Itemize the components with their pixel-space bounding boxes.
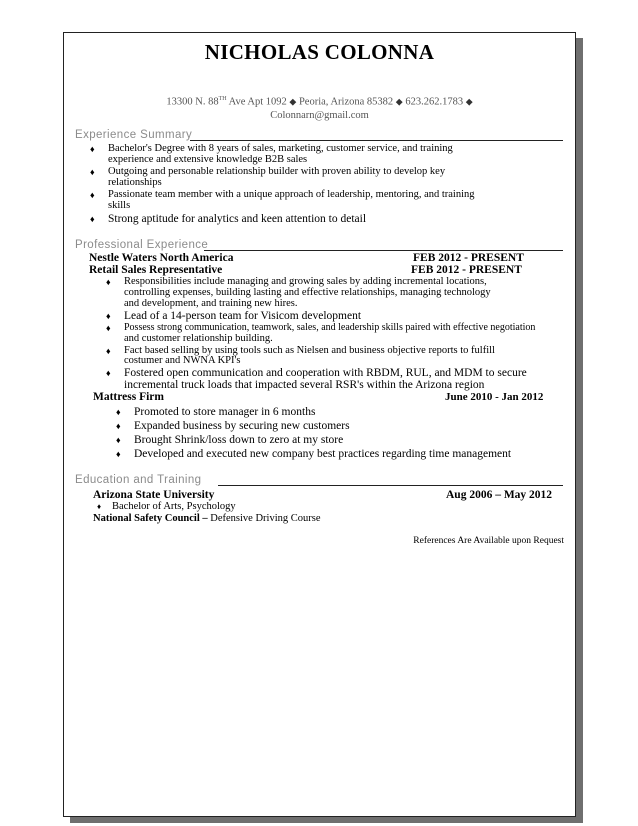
role-line: and customer relationship building. bbox=[124, 333, 273, 344]
role-line: Lead of a 14-person team for Visicom development bbox=[124, 310, 362, 322]
company-dates: FEB 2012 - PRESENT bbox=[413, 252, 524, 264]
bullet-diamond-icon: ♦ bbox=[106, 368, 111, 378]
address-suffix: TH bbox=[218, 96, 227, 102]
address-rest: Ave Apt 1092 bbox=[228, 96, 287, 108]
summary-item-continued: skills bbox=[108, 200, 131, 211]
summary-item-continued: experience and extensive knowledge B2B sales bbox=[108, 154, 308, 165]
training-line bbox=[93, 513, 321, 524]
summary-item: Strong aptitude for analytics and keen attention to detail bbox=[108, 213, 367, 225]
role-line: and development, and training new hires. bbox=[124, 298, 298, 309]
company-name: Mattress Firm bbox=[93, 391, 164, 403]
city: Peoria, Arizona 85382 bbox=[298, 96, 394, 108]
school-name: Arizona State University bbox=[93, 489, 215, 501]
bullet-diamond-icon: ♦ bbox=[116, 435, 121, 445]
bullet-diamond-icon: ♦ bbox=[90, 190, 95, 200]
bullet-diamond-icon: ♦ bbox=[106, 277, 111, 287]
mattress-item: Promoted to store manager in 6 months bbox=[134, 406, 316, 418]
bullet-diamond-icon: ♦ bbox=[106, 346, 111, 356]
summary-item-continued: relationships bbox=[108, 177, 162, 188]
phone: 623.262.1783 bbox=[405, 96, 464, 108]
role-line: Fact based selling by using tools such as Nielsen and business objective reports to fulfill bbox=[124, 345, 495, 356]
company-name: Nestle Waters North America bbox=[89, 252, 234, 264]
bullet-diamond-icon: ♦ bbox=[106, 311, 111, 321]
role-line: costumer and NWNA KPI's bbox=[124, 355, 241, 366]
references-note: References Are Available upon Request bbox=[413, 536, 564, 546]
contact-line bbox=[64, 96, 575, 108]
separator-diamond-icon: ◆ bbox=[289, 96, 297, 107]
bullet-diamond-icon: ♦ bbox=[116, 407, 121, 417]
bullet-diamond-icon: ♦ bbox=[116, 421, 121, 431]
address-number: 13300 N. 88 bbox=[166, 96, 219, 108]
role-line: controlling expenses, building lasting and effective relationships, managing technology bbox=[124, 287, 491, 298]
bullet-diamond-icon: ♦ bbox=[106, 323, 111, 333]
bullet-diamond-icon: ♦ bbox=[90, 214, 95, 224]
role-line: Responsibilities include managing and growing sales by adding incremental locations, bbox=[124, 276, 487, 287]
degree: Bachelor of Arts, Psychology bbox=[112, 501, 236, 512]
summary-item: Outgoing and personable relationship builder with proven ability to develop key bbox=[108, 166, 446, 177]
mattress-item: Developed and executed new company best practices regarding time management bbox=[134, 448, 512, 460]
section-rule bbox=[190, 140, 563, 141]
bullet-diamond-icon: ♦ bbox=[116, 449, 121, 459]
bullet-diamond-icon: ♦ bbox=[90, 144, 95, 154]
bullet-diamond-icon: ♦ bbox=[90, 167, 95, 177]
role-line: Fostered open communication and cooperation with RBDM, RUL, and MDM to secure bbox=[124, 367, 527, 379]
council-name: National Safety Council – bbox=[93, 513, 208, 524]
separator-diamond-icon: ◆ bbox=[395, 96, 403, 107]
section-rule bbox=[218, 485, 563, 486]
role-title: Retail Sales Representative bbox=[89, 264, 223, 276]
email: Colonnarn@gmail.com bbox=[270, 110, 369, 121]
summary-item: Passionate team member with a unique approach of leadership, mentoring, and training bbox=[108, 189, 475, 200]
role-line: incremental truck loads that impacted several RSR's within the Arizona region bbox=[124, 379, 485, 391]
school-dates: Aug 2006 – May 2012 bbox=[446, 489, 553, 501]
section-title-education: Education and Training bbox=[75, 474, 202, 486]
mattress-item: Expanded business by securing new customers bbox=[134, 420, 350, 432]
role-dates: FEB 2012 - PRESENT bbox=[411, 264, 522, 276]
mattress-item: Brought Shrink/loss down to zero at my store bbox=[134, 434, 344, 446]
separator-diamond-icon: ◆ bbox=[465, 96, 473, 107]
section-rule bbox=[204, 250, 563, 251]
candidate-name: NICHOLAS COLONNA bbox=[204, 40, 435, 64]
course-name: Defensive Driving Course bbox=[210, 513, 321, 524]
section-title-professional-experience: Professional Experience bbox=[75, 239, 209, 251]
resume-page bbox=[63, 32, 576, 817]
company-dates: June 2010 - Jan 2012 bbox=[445, 391, 544, 403]
role-line: Possess strong communication, teamwork, sales, and leadership skills paired with effective negotiation bbox=[124, 322, 536, 333]
section-title-experience-summary: Experience Summary bbox=[75, 129, 193, 141]
bullet-diamond-icon: ♦ bbox=[97, 502, 102, 511]
summary-item: Bachelor's Degree with 8 years of sales, marketing, customer service, and training bbox=[108, 143, 453, 154]
